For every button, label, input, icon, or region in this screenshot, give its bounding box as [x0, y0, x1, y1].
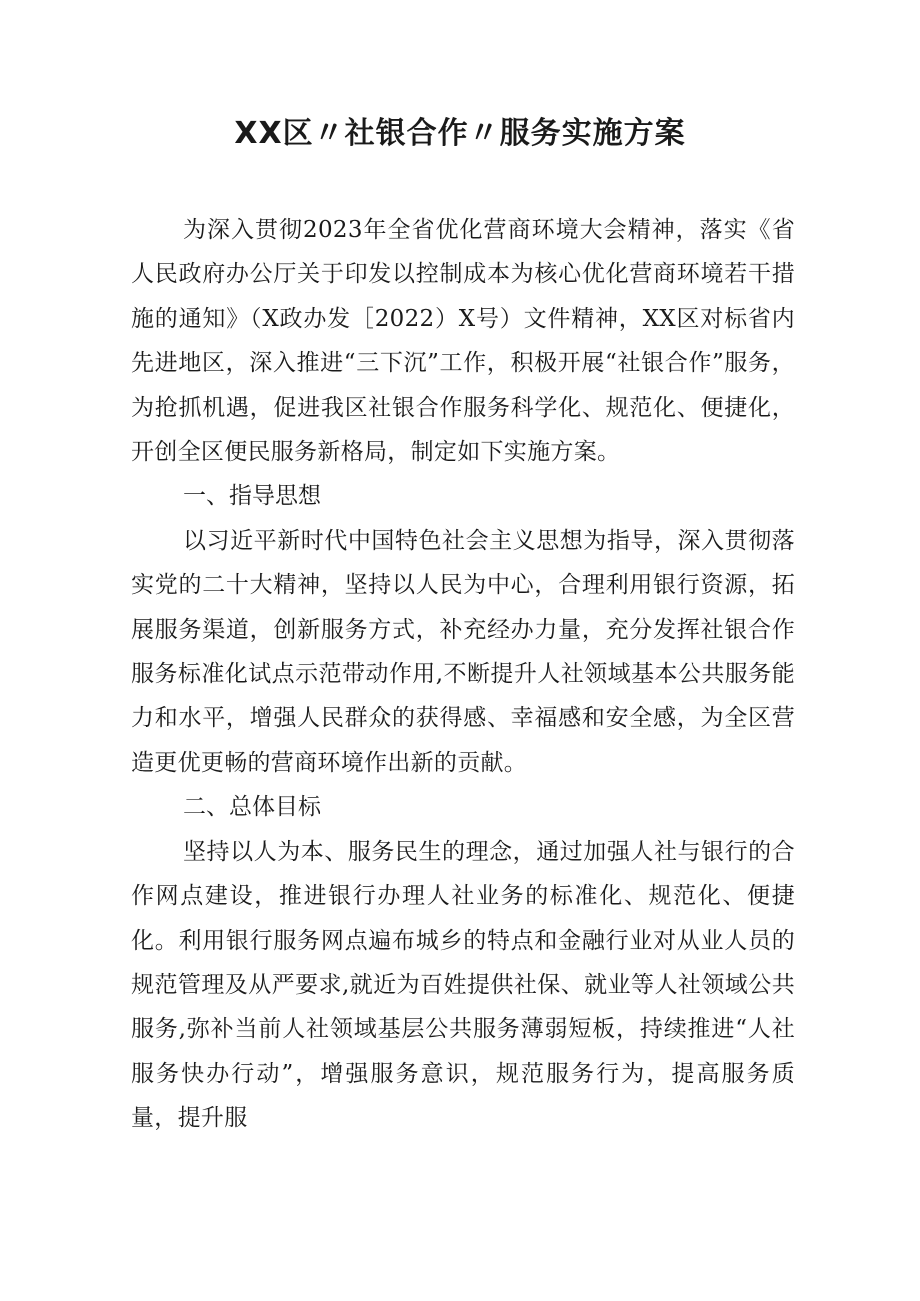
- section-heading-guiding-ideology: 一、指导思想: [183, 483, 321, 510]
- intro-paragraph: 为深入贯彻2023年全省优化营商环境大会精神，落实《省人民政府办公厅关于印发以控制成本为核心优化营商环境若干措施的通知》（X政办发［2022）X号）文件精神，XX区对标省内先进地区，深入推进“三下沉”工作，积极开展“社银合作”服务，为抢抓机遇，促进我区社银合作服务科学化、规范化、便捷化，开创全区便民服务新格局，制定如下实施方案。: [131, 217, 795, 466]
- document-title: XX区〃社银合作〃服务实施方案: [234, 116, 686, 151]
- guiding-ideology-paragraph: 以习近平新时代中国特色社会主义思想为指导，深入贯彻落实党的二十大精神，坚持以人民为中心，合理利用银行资源，拓展服务渠道，创新服务方式，补充经办力量，充分发挥社银合作服务标准化试点示范带动作用,不断提升人社领域基本公共服务能力和水平，增强人民群众的获得感、幸福感和安全感，为全区营造更优更畅的营商环境作出新的贡献。: [131, 527, 795, 776]
- document-body: [131, 208, 795, 1141]
- section-heading-overall-goals: 二、总体目标: [183, 794, 321, 821]
- overall-goals-paragraph: 坚持以人为本、服务民生的理念，通过加强人社与银行的合作网点建设，推进银行办理人社业务的标准化、规范化、便捷化。利用银行服务网点遍布城乡的特点和金融行业对从业人员的规范管理及从严要求,就近为百姓提供社保、就业等人社领域公共服务,弥补当前人社领域基层公共服务薄弱短板，持续推进“人社服务快办行动”，增强服务意识，规范服务行为，提高服务质量，提升服: [131, 838, 795, 1132]
